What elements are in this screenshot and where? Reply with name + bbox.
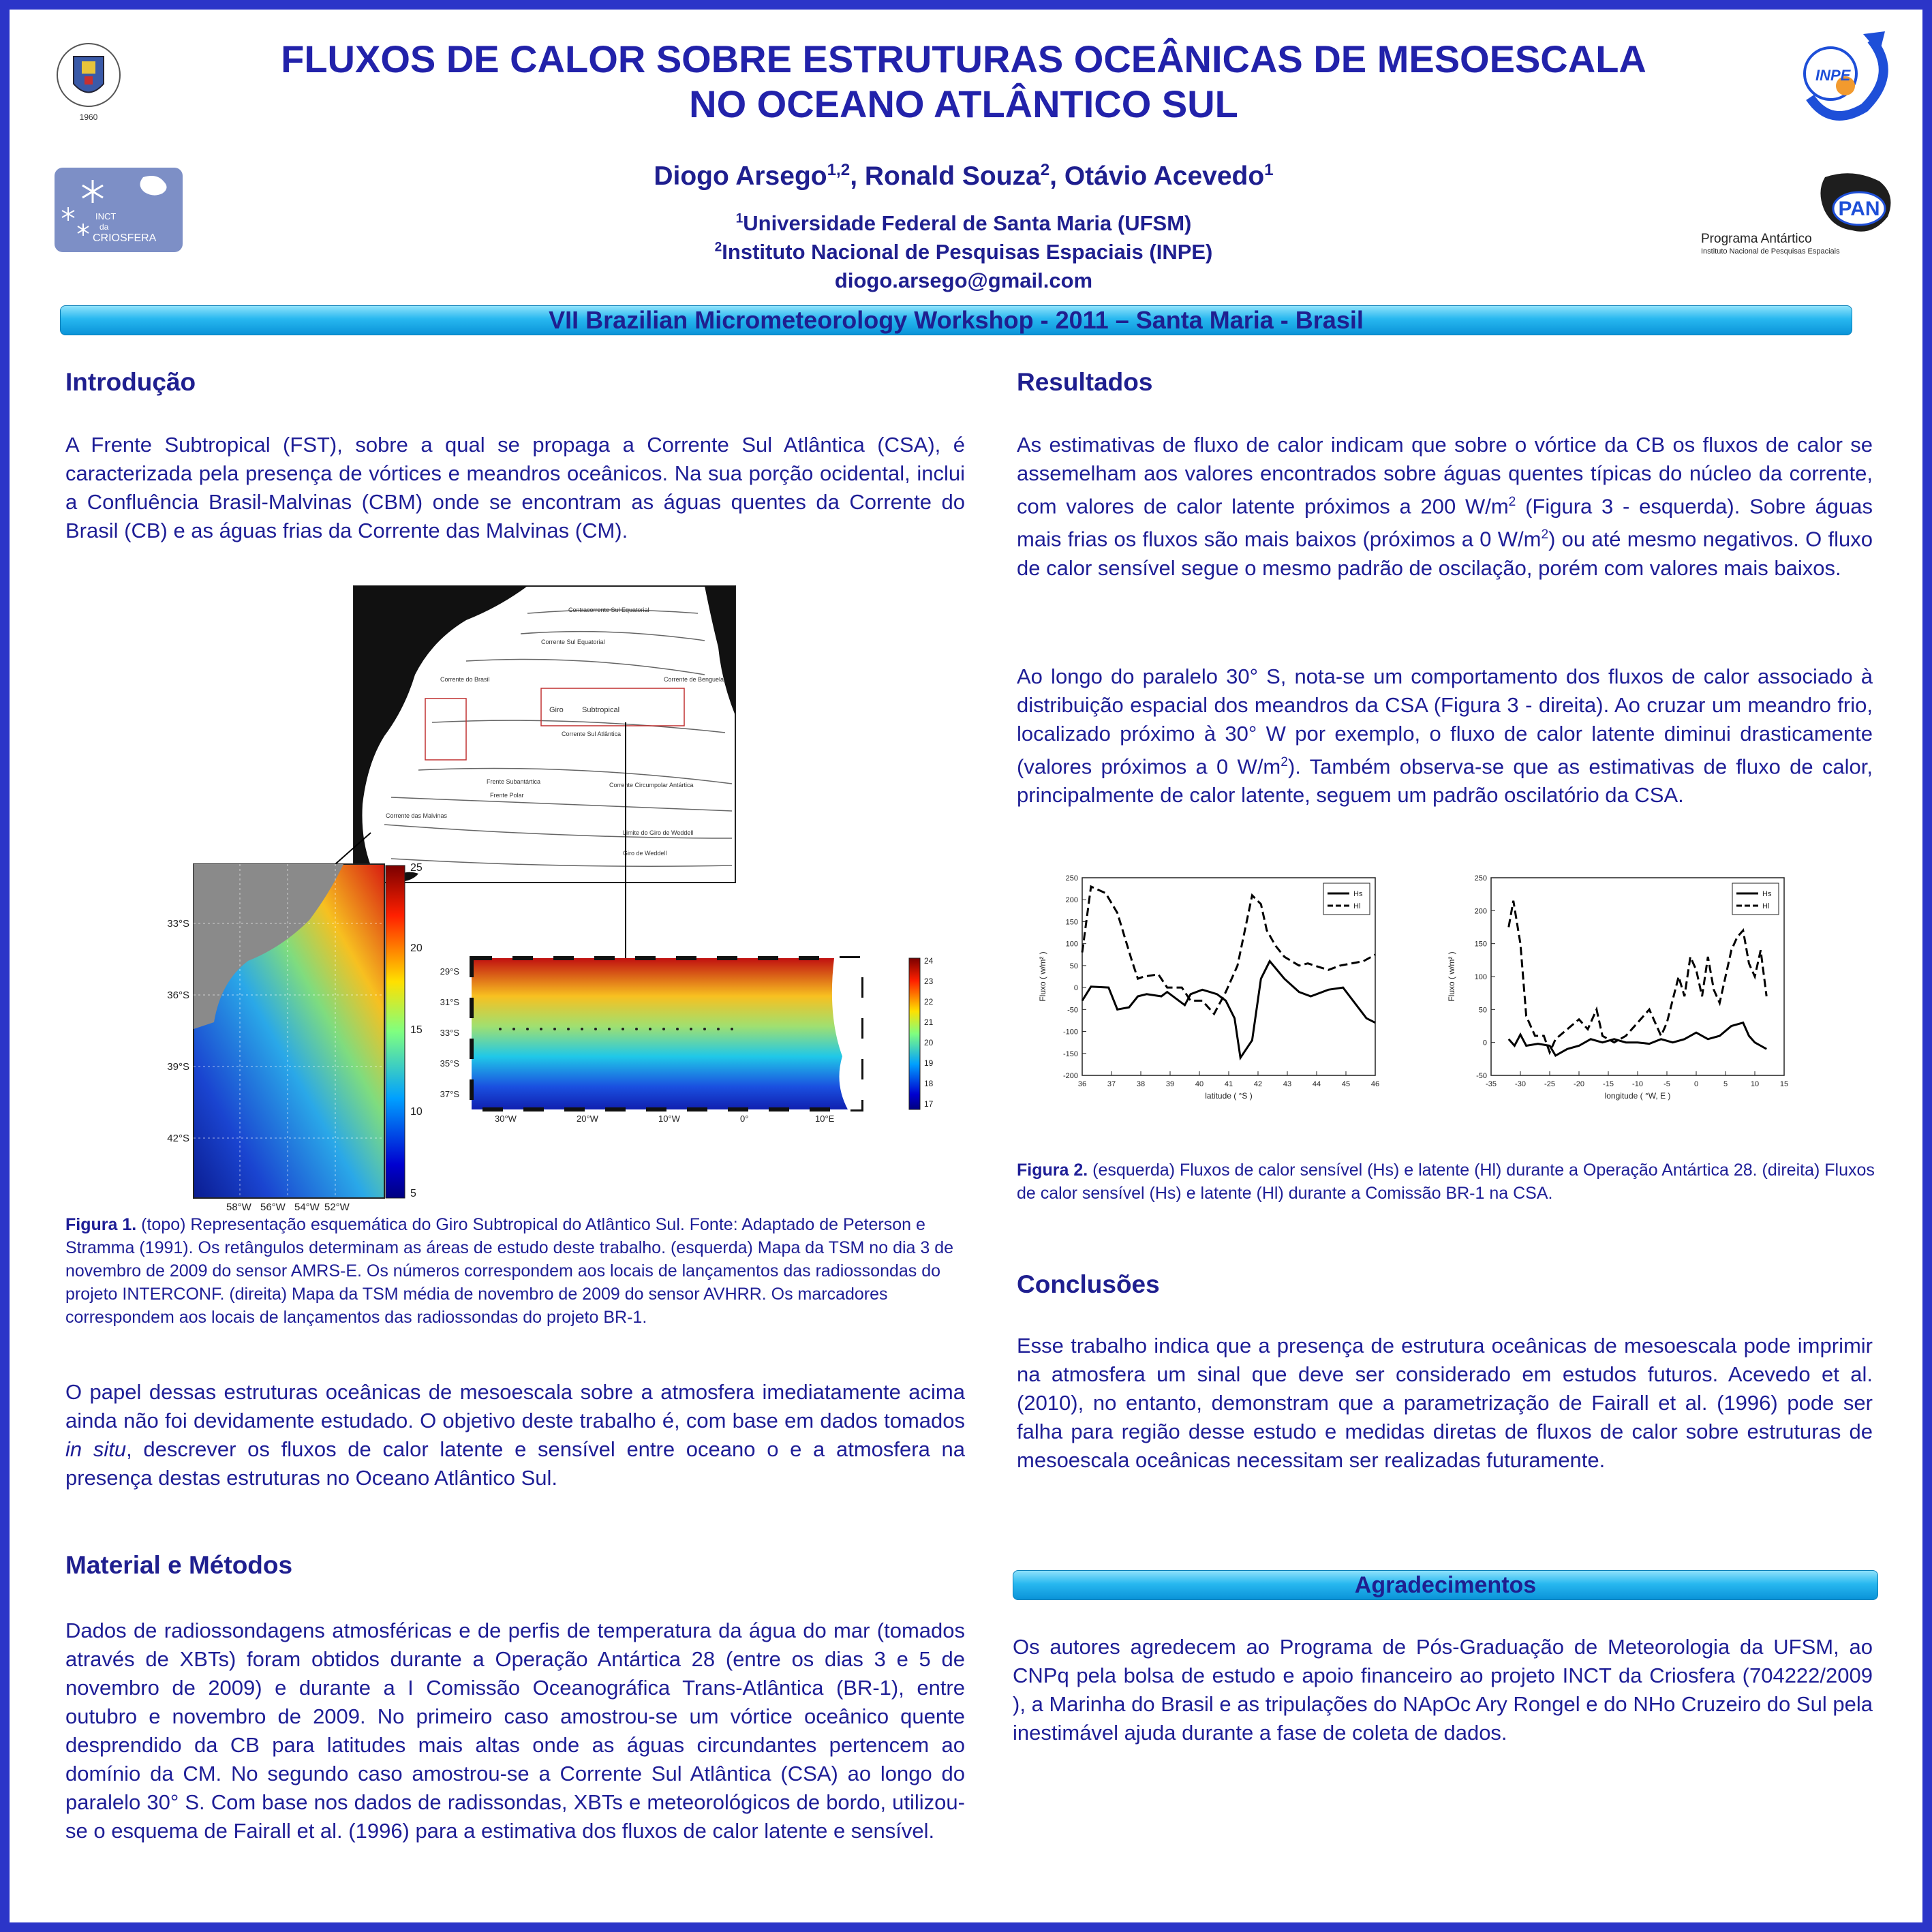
x-tick-label: 46	[1370, 1080, 1380, 1088]
left-sst-map	[167, 864, 384, 1213]
legend-box	[1323, 883, 1370, 915]
email: diogo.arsego@gmail.com	[834, 269, 1093, 292]
svg-text:20: 20	[924, 1038, 934, 1047]
svg-text:Giro de Weddell: Giro de Weddell	[623, 850, 667, 857]
svg-text:54°W: 54°W	[294, 1201, 320, 1213]
legend-box	[1732, 883, 1779, 915]
x-tick-label: -15	[1603, 1080, 1614, 1088]
y-tick-label: 200	[1065, 896, 1078, 905]
svg-text:56°W: 56°W	[260, 1201, 286, 1213]
svg-text:20°W: 20°W	[577, 1114, 598, 1124]
affiliation-2: $^2$Instituto Nacional de Pesquisas Espaciais (INPE)	[714, 240, 1213, 264]
x-tick-label: 15	[1779, 1080, 1789, 1088]
svg-text:INCT: INCT	[95, 211, 117, 221]
gyre-schematic-map	[354, 586, 735, 883]
svg-text:23: 23	[924, 977, 934, 986]
svg-text:Frente Polar: Frente Polar	[490, 792, 524, 799]
right-colorbar	[909, 956, 934, 1109]
svg-text:Corrente das Malvinas: Corrente das Malvinas	[386, 812, 448, 819]
y-tick-label: 0	[1073, 984, 1078, 993]
y-tick-label: 200	[1474, 907, 1487, 916]
svg-text:37°S: 37°S	[440, 1089, 459, 1099]
svg-text:31°S: 31°S	[440, 997, 459, 1007]
x-tick-label: 37	[1107, 1080, 1116, 1088]
y-axis-label: Fluxo ( w/m² )	[1038, 951, 1047, 1002]
y-tick-label: -50	[1476, 1072, 1487, 1080]
x-tick-label: 42	[1253, 1080, 1263, 1088]
svg-text:Subtropical: Subtropical	[582, 706, 620, 714]
poster-title	[214, 37, 1713, 127]
x-tick-label: 0	[1693, 1080, 1699, 1088]
x-tick-label: 39	[1165, 1080, 1175, 1088]
title-line-1: FLUXOS DE CALOR SOBRE ESTRUTURAS OCEÂNICAS DE MESOESCALA	[281, 37, 1646, 80]
results-paragraph-1: As estimativas de fluxo de calor indicam que sobre o vórtice da CB os fluxos de calor se assemelham aos valores encontrados sobre águas quentes típicas do núcleo da corrente, com valores de calor latente próximos a 200 $W/m^2$ (Figura 3 - esquerda). Sobre águas mais frias os fluxos são mais baixos (próximos a 0 $W/m^2$) ou até mesmo negativos. O fluxo de calor sensível segue o mesmo padrão de oscilação, porém com valores mais baixos.	[1017, 433, 1873, 580]
conclusions-paragraph: Esse trabalho indica que a presença de estrutura oceânicas de mesoescala pode imprimir na atmosfera um sinal que deve ser considerado em estudos futuros. Acevedo et al. (2010), no entanto, demonstram que a parametrização de Fairall et al. (1996) pode ser falha para região desse estudo e medidas diretas de fluxos de calor sobre estruturas de mesoescala oceânicas necessitam ser realizadas futuramente.	[1017, 1334, 1873, 1472]
x-tick-label: -35	[1486, 1080, 1497, 1088]
results-heading: Resultados	[1017, 368, 1153, 396]
svg-text:PAN: PAN	[1838, 198, 1880, 220]
svg-text:39°S: 39°S	[167, 1061, 189, 1073]
svg-text:Instituto Nacional de Pesquisa: Instituto Nacional de Pesquisas Espaciais	[1701, 247, 1840, 256]
svg-text:10: 10	[410, 1106, 423, 1118]
pan-logo	[1696, 168, 1900, 263]
svg-text:42°S: 42°S	[167, 1133, 189, 1144]
y-tick-label: -100	[1062, 1028, 1078, 1037]
intro-paragraph-1: A Frente Subtropical (FST), sobre a qual se propaga a Corrente Sul Atlântica (CSA), é caracterizada pela presença de vórtices e meandros oceânicos. Na sua porção ocidental, inclui a Confluência Brasil-Malvinas (CBM) onde se encontram as águas quentes da Corrente do Brasil (CB) e as águas frias da Corrente das Malvinas (CM).	[65, 433, 965, 542]
y-tick-label: 100	[1474, 973, 1487, 981]
y-tick-label: 0	[1482, 1039, 1487, 1047]
heat-flux-chart-longitude	[1441, 863, 1836, 1122]
svg-text:Corrente de Benguela: Corrente de Benguela	[664, 676, 724, 683]
chart-right	[1441, 863, 1836, 1122]
svg-text:Corrente Sul Equatorial: Corrente Sul Equatorial	[541, 639, 605, 645]
acknowledgements-band: Agradecimentos	[1013, 1570, 1878, 1600]
svg-text:INPE: INPE	[1815, 67, 1851, 84]
y-tick-label: 50	[1478, 1006, 1487, 1015]
x-tick-label: 40	[1195, 1080, 1204, 1088]
y-tick-label: -200	[1062, 1072, 1078, 1080]
svg-text:30°W: 30°W	[495, 1114, 517, 1124]
y-tick-label: -150	[1062, 1049, 1078, 1058]
heat-flux-chart-latitude	[1032, 863, 1427, 1122]
svg-text:20: 20	[410, 942, 423, 954]
svg-text:25: 25	[410, 862, 423, 874]
x-tick-label: -25	[1544, 1080, 1555, 1088]
svg-text:35°S: 35°S	[440, 1058, 459, 1069]
conclusions-heading: Conclusões	[1017, 1270, 1160, 1298]
affiliation-1: $^1$Universidade Federal de Santa Maria (UFSM)	[735, 211, 1192, 235]
legend-label: Hs	[1353, 890, 1363, 898]
svg-text:33°S: 33°S	[167, 918, 189, 930]
figure-1-caption: Figura 1. (topo) Representação esquemática do Giro Subtropical do Atlântico Sul. Fonte: Adaptado de Peterson e Stramma (1991). Os retângulos determinam as áreas de estudo deste trabalho. (esquerda) Mapa da TSM no dia 3 de novembro de 2009 do sensor AMRS-E. Os números correspondem aos locais de lançamentos das radiossondas do projeto INTERCONF. (direita) Mapa da TSM média de novembro de 2009 do sensor AVHRR. Os marcadores correspondem aos locais de lançamentos das radiossondas do projeto BR-1.	[65, 1215, 954, 1327]
svg-text:Programa Antártico: Programa Antártico	[1701, 232, 1812, 246]
svg-text:Contracorrente Sul Equatorial: Contracorrente Sul Equatorial	[568, 607, 649, 613]
svg-text:58°W: 58°W	[226, 1201, 251, 1213]
authors: Diogo Arsego$^{1,2}$, Ronald Souza$^2$, Otávio Acevedo$^1$	[654, 161, 1274, 191]
svg-text:18: 18	[924, 1079, 934, 1088]
x-tick-label: 38	[1136, 1080, 1146, 1088]
x-tick-label: 36	[1077, 1080, 1087, 1088]
methods-heading: Material e Métodos	[65, 1551, 293, 1579]
svg-text:5: 5	[410, 1188, 416, 1199]
svg-text:17: 17	[924, 1099, 934, 1109]
y-tick-label: -50	[1067, 1006, 1078, 1015]
x-tick-label: -10	[1632, 1080, 1643, 1088]
x-tick-label: 10	[1750, 1080, 1760, 1088]
svg-text:21: 21	[924, 1017, 934, 1027]
svg-text:Corrente Sul Atlântica: Corrente Sul Atlântica	[562, 731, 622, 737]
svg-text:da: da	[99, 222, 109, 232]
x-tick-label: 43	[1283, 1080, 1292, 1088]
svg-text:10°W: 10°W	[658, 1114, 680, 1124]
x-tick-label: -5	[1663, 1080, 1670, 1088]
x-tick-label: -20	[1574, 1080, 1584, 1088]
y-tick-label: 100	[1065, 940, 1078, 949]
intro-paragraph-2: O papel dessas estruturas oceânicas de mesoescala sobre a atmosfera imediatamente acima ainda não foi devidamente estudado. O objetivo deste trabalho é, com base em dados tomados in situ, descrever os fluxos de calor latente e sensível entre oceano o e a atmosfera na presença destas estruturas no Oceano Atlântico Sul.	[65, 1380, 965, 1490]
right-sst-map	[440, 958, 861, 1124]
inpe-logo	[1790, 26, 1899, 121]
y-tick-label: 250	[1065, 874, 1078, 883]
x-tick-label: 5	[1723, 1080, 1728, 1088]
x-axis-label: longitude ( °W, E )	[1604, 1091, 1671, 1101]
figure-2-caption: Figura 2. (esquerda) Fluxos de calor sensível (Hs) e latente (Hl) durante a Operação Antártica 28. (direita) Fluxos de calor sensível (Hs) e latente (Hl) durante a Comissão BR-1 na CSA.	[1017, 1161, 1875, 1203]
left-colorbar	[386, 862, 423, 1199]
svg-text:15: 15	[410, 1024, 423, 1036]
acknowledgements-paragraph: Os autores agredecem ao Programa de Pós-Graduação de Meteorologia da UFSM, ao CNPq pela bolsa de estudo e apoio financeiro ao projeto INCT da Criosfera (704222/2009 ), a Marinha do Brasil e as tripulações do NApOc Ary Rongel e do NHo Cruzeiro do Sul pela inestimável ajuda durante a fase de coleta de dados.	[1013, 1635, 1873, 1745]
svg-text:52°W: 52°W	[324, 1201, 350, 1213]
x-tick-label: 44	[1312, 1080, 1321, 1088]
y-tick-label: 50	[1069, 962, 1078, 970]
svg-text:29°S: 29°S	[440, 966, 459, 977]
svg-text:Frente Subantártica: Frente Subantártica	[487, 778, 541, 785]
inct-criosfera-logo	[55, 168, 183, 252]
svg-text:Corrente do Brasil: Corrente do Brasil	[440, 676, 490, 683]
svg-text:36°S: 36°S	[167, 990, 189, 1001]
figure-1	[146, 579, 991, 1213]
ufsm-year: 1960	[79, 112, 98, 122]
legend-label: Hl	[1762, 902, 1770, 910]
snowflake-icon	[82, 180, 103, 203]
methods-paragraph: Dados de radiossondagens atmosféricas e de perfis de temperatura da água do mar (tomados através de XBTs) foram obtidos durante a Operação Antártica 28 (entre os dias 3 e 5 de novembro de 2009) e durante a I Comissão Oceanográfica Trans-Atlântica (BR-1), entre outubro e novembro de 2009. No primeiro caso amostrou-se um vórtice oceânico quente desprendido da CB para latitudes mais altas onde as águas circundantes pertencem ao domínio da CM. No segundo caso amostrou-se a Corrente Sul Atlântica (CSA) ao longo do paralelo 30° S. Com base nos dados de radissondas, XBTs e meteorológicos de bordo, utilizou-se o esquema de Fairall et al. (1996) para a estimativa dos fluxos de calor latente e sensível.	[65, 1619, 965, 1843]
x-tick-label: 41	[1224, 1080, 1233, 1088]
title-line-2: NO OCEANO ATLÂNTICO SUL	[689, 82, 1238, 125]
svg-text:Corrente Circumpolar Antártica: Corrente Circumpolar Antártica	[609, 782, 694, 788]
svg-text:CRIOSFERA: CRIOSFERA	[93, 232, 157, 244]
results-paragraph-2: Ao longo do paralelo 30° S, nota-se um comportamento dos fluxos de calor associado à distribuição espacial dos meandros da CSA (Figura 3 - direita). Ao cruzar um meandro frio, localizado próximo à 30° W por exemplo, o fluxo de calor latente diminui drasticamente (valores próximos a 0 $W/m^2$). Também observa-se que as estimativas de fluxo de calor, principalmente de calor latente, seguem um padrão oscilatório da CSA.	[1017, 664, 1873, 808]
svg-text:0°: 0°	[740, 1114, 749, 1124]
svg-text:24: 24	[924, 956, 934, 966]
legend-label: Hl	[1353, 902, 1361, 910]
x-tick-label: 45	[1341, 1080, 1351, 1088]
poster	[10, 10, 1922, 1922]
intro-heading: Introdução	[65, 368, 196, 396]
x-tick-label: -30	[1515, 1080, 1526, 1088]
ufsm-logo	[55, 33, 123, 128]
svg-text:Limite do Giro de Weddell: Limite do Giro de Weddell	[623, 829, 694, 836]
y-tick-label: 150	[1065, 918, 1078, 927]
x-axis-label: latitude ( °S )	[1205, 1091, 1253, 1101]
chart-left	[1032, 863, 1427, 1122]
svg-text:Giro: Giro	[549, 706, 564, 714]
legend-label: Hs	[1762, 890, 1772, 898]
y-tick-label: 250	[1474, 874, 1487, 883]
y-tick-label: 150	[1474, 940, 1487, 949]
svg-text:33°S: 33°S	[440, 1028, 459, 1038]
svg-text:10°E: 10°E	[815, 1114, 835, 1124]
workshop-band: VII Brazilian Micrometeorology Workshop - 2011 – Santa Maria - Brasil	[60, 305, 1852, 335]
y-axis-label: Fluxo ( w/m² )	[1447, 951, 1456, 1002]
svg-text:19: 19	[924, 1058, 934, 1068]
svg-text:22: 22	[924, 997, 934, 1007]
